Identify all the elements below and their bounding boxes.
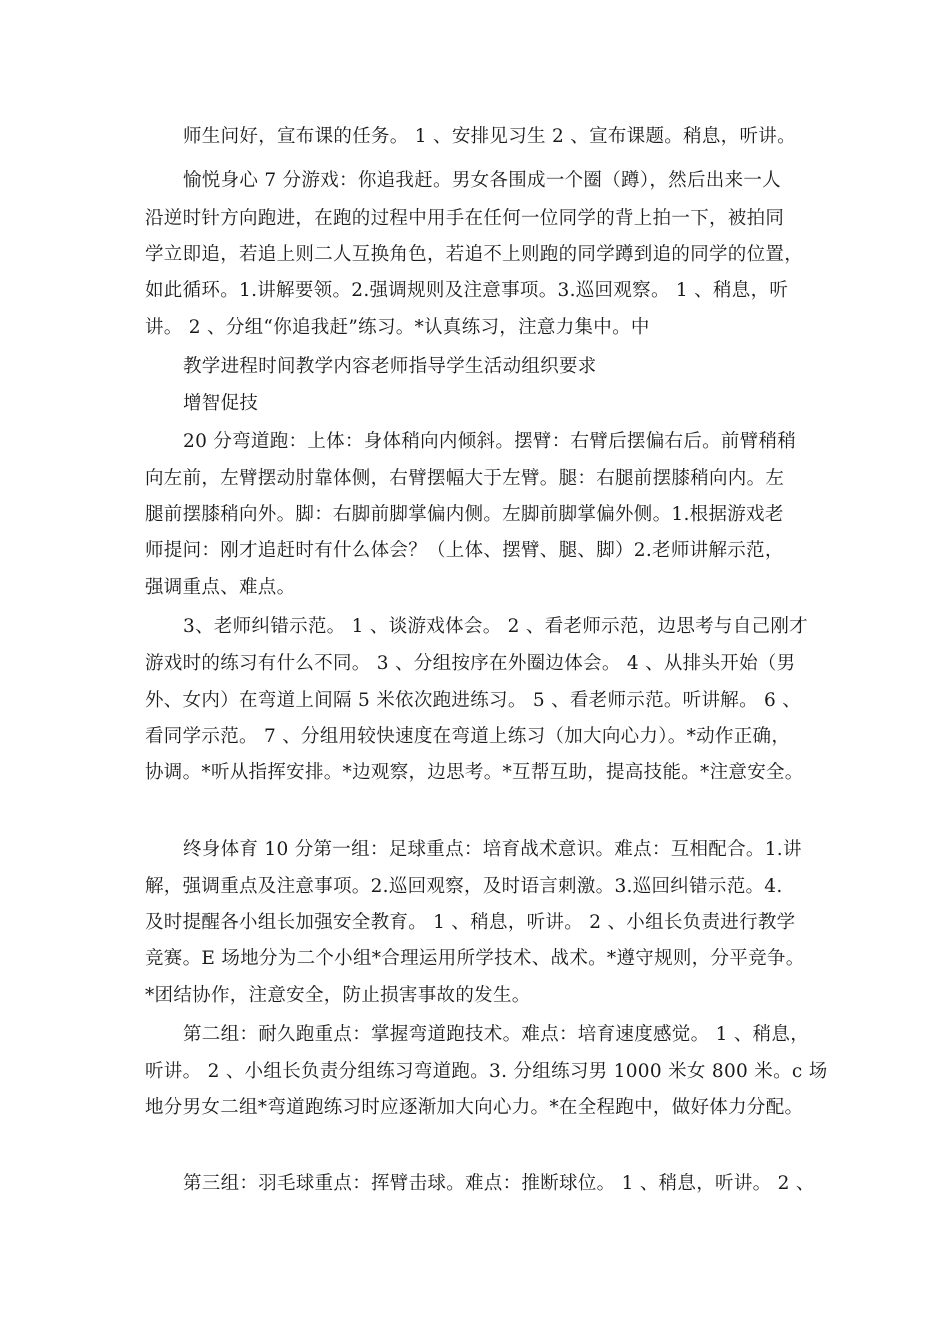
paragraph-line: 沿逆时针方向跑进，在跑的过程中用手在任何一位同学的背上拍一下，被拍同 bbox=[145, 208, 785, 229]
section-heading: 增智促技 bbox=[183, 393, 259, 414]
paragraph-line: 地分男女二组*弯道跑练习时应逐渐加大向心力。*在全程跑中，做好体力分配。 bbox=[145, 1097, 804, 1118]
paragraph-line: 教学进程时间教学内容老师指导学生活动组织要求 bbox=[183, 356, 597, 377]
paragraph-line: 协调。*听从指挥安排。*边观察，边思考。*互帮互助，提高技能。*注意安全。 bbox=[145, 762, 804, 783]
paragraph-line: 竞赛。E 场地分为二个小组*合理运用所学技术、战术。*遵守规则，分平竞争。 bbox=[145, 948, 805, 969]
paragraph-line: 师提问：刚才追赶时有什么体会？（上体、摆臂、腿、脚）2.老师讲解示范， bbox=[145, 540, 784, 561]
paragraph-line: 解，强调重点及注意事项。2.巡回观察，及时语言刺激。3.巡回纠错示范。4. bbox=[145, 876, 783, 897]
paragraph-line: 学立即追，若追上则二人互换角色，若追不上则跑的同学蹲到追的同学的位置， bbox=[145, 244, 804, 265]
paragraph-line: 如此循环。1.讲解要领。2.强调规则及注意事项。3.巡回观察。 1 、稍息，听 bbox=[145, 280, 789, 301]
paragraph-line: 3、老师纠错示范。 1 、谈游戏体会。 2 、看老师示范，边思考与自己刚才 bbox=[183, 616, 808, 637]
paragraph-line: 愉悦身心 7 分游戏：你追我赶。男女各围成一个圈（蹲），然后出来一人 bbox=[183, 170, 781, 191]
paragraph-line: 外、女内）在弯道上间隔 5 米依次跑进练习。 5 、看老师示范。听讲解。 6 、 bbox=[145, 690, 802, 711]
paragraph-line: 游戏时的练习有什么不同。 3 、分组按序在外圈边体会。 4 、从排头开始（男 bbox=[145, 653, 796, 674]
paragraph-line: 向左前，左臂摆动肘靠体侧，右臂摆幅大于左臂。腿：右腿前摆膝稍向内。左 bbox=[145, 468, 785, 489]
paragraph-line: 强调重点、难点。 bbox=[145, 577, 296, 598]
paragraph-line: 及时提醒各小组长加强安全教育。 1 、稍息，听讲。 2 、小组长负责进行教学 bbox=[145, 912, 796, 933]
paragraph-line: 终身体育 10 分第一组：足球重点：培育战术意识。难点：互相配合。1.讲 bbox=[183, 839, 802, 860]
paragraph-line: 师生问好，宣布课的任务。 1 、安排见习生 2 、宣布课题。稍息，听讲。 bbox=[183, 126, 796, 147]
paragraph-line: 听讲。 2 、小组长负责分组练习弯道跑。3. 分组练习男 1000 米女 800 米。c 场 bbox=[145, 1061, 828, 1082]
paragraph-line: 第二组：耐久跑重点：掌握弯道跑技术。难点：培育速度感觉。 1 、稍息， bbox=[183, 1024, 810, 1045]
paragraph-line: 20 分弯道跑：上体：身体稍向内倾斜。摆臂：右臂后摆偏右后。前臂稍稍 bbox=[183, 431, 797, 452]
paragraph-line: 讲。 2 、分组“你追我赶”练习。*认真练习，注意力集中。中 bbox=[145, 317, 650, 338]
paragraph-line: 第三组：羽毛球重点：挥臂击球。难点：推断球位。 1 、稍息，听讲。 2 、 bbox=[183, 1173, 815, 1194]
paragraph-line: *团结协作，注意安全，防止损害事故的发生。 bbox=[145, 985, 531, 1006]
paragraph-line: 腿前摆膝稍向外。脚：右脚前脚掌偏内侧。左脚前脚掌偏外侧。1.根据游戏老 bbox=[145, 504, 784, 525]
paragraph-line: 看同学示范。 7 、分组用较快速度在弯道上练习（加大向心力）。*动作正确， bbox=[145, 726, 791, 747]
